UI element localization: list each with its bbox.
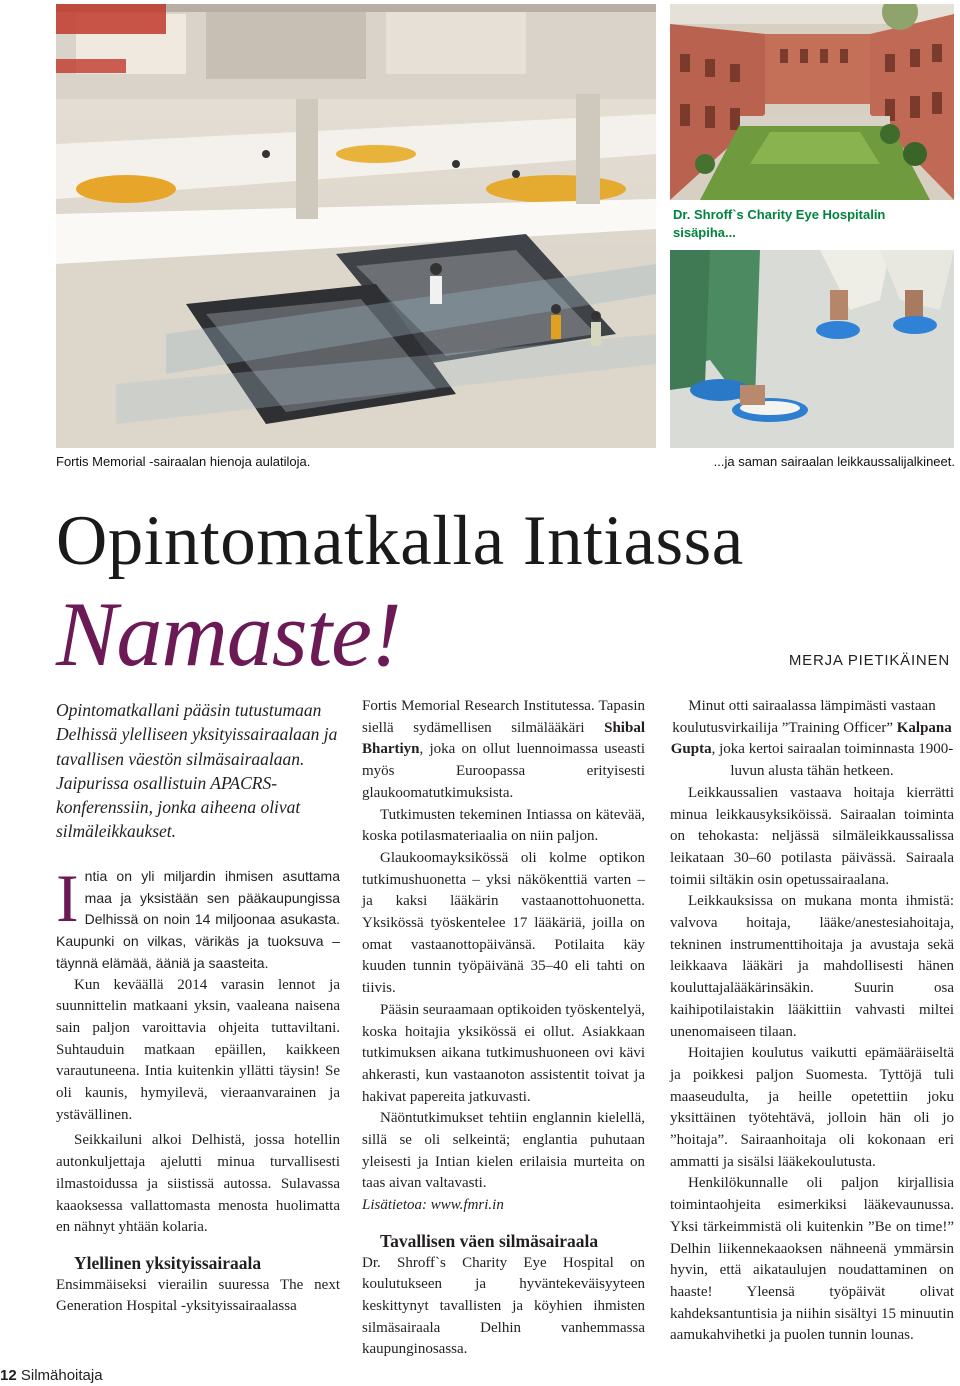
article-title: Opintomatkalla Intiassa <box>56 502 744 580</box>
body-paragraph: Ensimmäiseksi vierailin suuressa The next Generation Hospital -yksityissairaalassa <box>56 1276 340 1315</box>
article-ingress <box>56 860 340 975</box>
magazine-name: Silmähoitaja <box>20 1367 103 1384</box>
surgical-slippers-photo <box>670 250 954 448</box>
body-paragraph: Glaukoomayksikössä oli kolme optikon tutkimushuonetta – yksi näkökenttiä varten – ja kaksi lääkärin vastaanottohuonetta. Yksikössä työskentelee 17 lääkäriä, joilla on omat vastaanottopäivänsä. Potilaita käy kuuden tunnin työpäivänä 35–40 eli tahti on tiivis. <box>362 849 645 997</box>
body-paragraph: Seikkailuni alkoi Delhistä, jossa hotellin autonkuljettaja ajelutti minua turvallisesti ilmastoidussa ja siistissä autossa. Sulavassa kaaoksessa vallattomasta menosta huolimatta en nähnyt yhtään kolaria. <box>56 1132 340 1236</box>
body-paragraph: Dr. Shroff`s Charity Eye Hospital on koulutukseen ja hyväntekeväisyyteen keskittynyt tavallisten ja köyhien ihmisten silmäsairaala Delhin vanhemmassa kaupunginosassa. <box>362 1254 645 1358</box>
courtyard-caption: Dr. Shroff`s Charity Eye Hospitalin sisäpiha... <box>673 207 886 240</box>
body-paragraph: Leikkauksissa on mukana monta ihmistä: valvova hoitaja, lääke/anestesiahoitaja, tekninen instrumenttihoitaja ja avustaja sekä leikkaava lääkäri ja mahdollisesti hänen kouluttajalääkärinsäkin. Suurin osa kaihipotilaistakin lääkittiin vahvasti miltei unenomaiseen tilaan. <box>670 893 954 1040</box>
article-column-2 <box>362 696 645 1361</box>
body-paragraph: Hoitajien koulutus vaikutti epämääräiseltä ja poikkesi paljon Suomesta. Tyttöjä tuli maaseudulta, ja heille opetettiin joku yksittäinen työtehtävä, jolloin hän oli jo ”hoitaja”. Sairaanhoitaja oli kokonaan eri ammatti ja sisälsi lääkekoulutusta. <box>670 1045 954 1170</box>
article-kicker: Namaste! <box>56 583 401 685</box>
body-paragraph <box>670 696 954 783</box>
ingress-text: ntia on yli miljardin ihmisen asuttama maa ja yksistään sen pääkaupungissa Delhissä on noin 14 miljoonaa asukasta. Kaupunki on vilkas, värikäs ja tuoksuva – täynnä elämää, ääniä ja saasteita. <box>56 868 340 971</box>
body-text: , joka on ollut luennoimassa useasti myös Euroopassa erityisesti glaukoomatutkimuksista. <box>362 741 645 801</box>
more-info-link: Lisätietoa: www.fmri.in <box>362 1197 504 1214</box>
article-column-1 <box>56 860 340 1318</box>
drop-cap: I <box>56 860 79 936</box>
body-paragraph: Henkilökunnalle oli paljon kirjallisia toimintaohjeita esimerkiksi lääkevaunussa. Yksi tärkeimmistä oli kuitenkin ”Be on time!” Delhin liikennekaaoksen nähneenä ymmärsin hyvin, että aikataulujen noudattaminen on haaste! Yleensä työpäivät olivat kahdeksantuntisia ja niihin sisältyi 15 minuutin aamukahvihetki ja puolen tunnin lounas. <box>670 1175 954 1344</box>
body-text: , joka kertoi sairaalan toiminnasta 1900-luvun alusta tähän hetkeen. <box>711 741 954 780</box>
body-paragraph: Kun keväällä 2014 varasin lennot ja suunnittelin matkaani yksin, vaaleana naisena sain paljon varoittavia ohjeita tuttaviltani. Suhtauduin matkaan epäillen, kaikkeen varautuneena. Intia kuitenkin yllätti täysin! Se oli kaunis, hymyilevä, vieraanvarainen ja ystävällinen. <box>56 976 340 1123</box>
hospital-atrium-photo <box>56 4 656 448</box>
body-text: Fortis Memorial Research Institutessa. Tapasin siellä sydämellisen silmälääkäri <box>362 698 645 736</box>
body-paragraph: Tutkimusten tekeminen Intiassa on kätevää, koska potilasmateriaalia on niin paljon. <box>362 806 645 845</box>
article-column-3 <box>670 696 954 1347</box>
article-lead: Opintomatkallani pääsin tutustumaan Delhissä ylelliseen yksityissairaalaan ja tavallisen väestön silmäsairaalaan. Jaipurissa osallistuin APACRS-konferenssiin, jonka aiheena olivat silmäleikkaukset. <box>56 700 338 842</box>
lobby-caption: Fortis Memorial -sairaalan hienoja aulatiloja. <box>56 454 311 469</box>
subheading-public-hospital: Tavallisen väen silmäsairaala <box>380 1230 599 1251</box>
subheading-private-hospital: Ylellinen yksityissairaala <box>74 1252 262 1273</box>
page-number: 12 <box>0 1367 17 1384</box>
body-paragraph <box>362 696 645 805</box>
page-footer <box>0 1367 103 1384</box>
courtyard-photo <box>670 4 954 200</box>
slippers-caption: ...ja saman sairaalan leikkaussalijalkineet. <box>713 454 955 469</box>
person-name: Shibal Bhartiyn <box>362 719 645 758</box>
body-paragraph: Näöntutkimukset tehtiin englannin kielellä, sillä se oli selkeintä; englantia puhutaan yleisesti ja Intian kielen erilaisia murteita on taas aivan valtavasti. <box>362 1110 645 1192</box>
body-paragraph: Pääsin seuraamaan optikoiden työskentelyä, koska hoitajia yksikössä ei ollut. Asiakkaan tutkimuksen aikana tutkimushuoneen ovi kävi ahkerasti, kun vastaanoton assistentit toivat ja hakivat papereita jatkuvasti. <box>362 1001 645 1105</box>
body-paragraph: Leikkaussalien vastaava hoitaja kierrätti minua leikkausyksiköissä. Sairaalan toiminta on tehokasta: neljässä silmäleikkaussalissa leikataan 30–60 potilasta päivässä. Sairaala toimii siltäkin osin opetussairaalana. <box>670 784 954 888</box>
body-text: Minut otti sairaalassa lämpimästi vastaan koulutusvirkailija ”Training Officer” <box>672 698 936 736</box>
author-name: MERJA PIETIKÄINEN <box>788 652 950 669</box>
person-name: Kalpana Gupta <box>670 719 952 758</box>
